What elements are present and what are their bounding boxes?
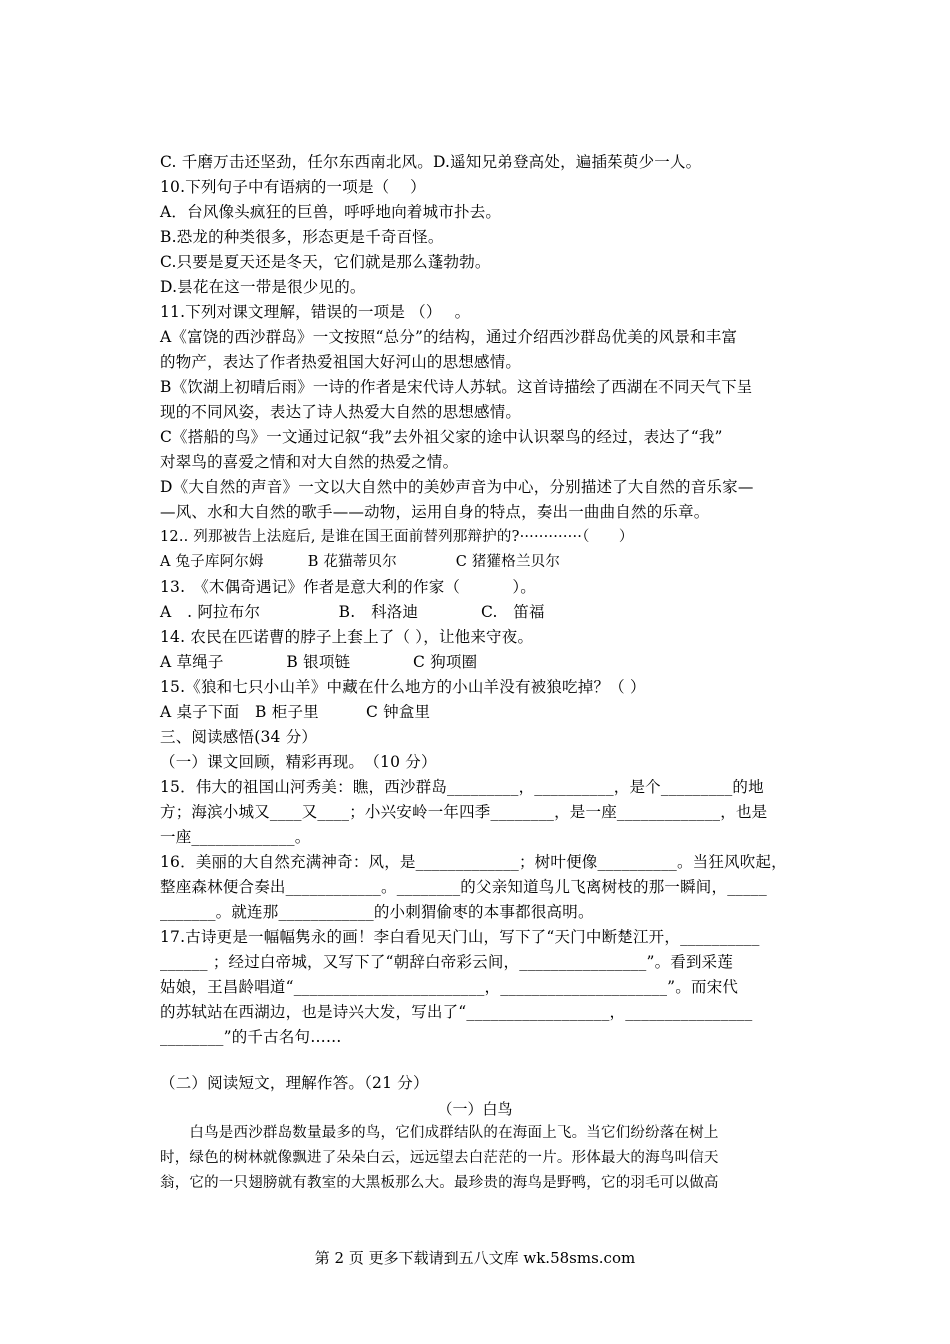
- passage-line: 翁，它的一只翅膀就有教室的大黑板那么大。最珍贵的海鸟是野鸭，它的羽毛可以做高: [160, 1175, 719, 1191]
- question-12: 12.. 列那被告上法庭后, 是谁在国王面前替列那辩护的?·············（ ）: [160, 529, 634, 545]
- option-line: A 兔子库阿尔姆 B 花猫蒂贝尔 C 猪獾格兰贝尔: [160, 554, 561, 570]
- question-11: 11.下列对课文理解，错误的一项是 （） 。: [160, 303, 471, 321]
- subsection-heading: （一）课文回顾，精彩再现。 （10 分）: [160, 753, 437, 771]
- option-line: C.只要是夏天还是冬天，它们就是那么蓬勃勃。: [160, 253, 491, 271]
- option-line: A 桌子下面 B 柜子里 C 钟盒里: [160, 703, 431, 721]
- fill-blank-line: 姑娘，王昌龄唱道“________________________，_____________________”。而宋代: [160, 978, 739, 996]
- question-10: 10.下列句子中有语病的一项是（ ）: [160, 178, 426, 196]
- text-line: D《大自然的声音》一文以大自然中的美妙声音为中心，分别描述了大自然的音乐家—: [160, 478, 754, 496]
- passage-line: 白鸟是西沙群岛数量最多的鸟，它们成群结队的在海面上飞。当它们纷纷落在树上: [160, 1125, 719, 1141]
- text-line: —风、水和大自然的歌手——动物，运用自身的特点，奏出一曲曲自然的乐章。: [160, 503, 710, 521]
- passage-title: （一）白鸟: [437, 1100, 513, 1118]
- question-15: 15.《狼和七只小山羊》中藏在什么地方的小山羊没有被狼吃掉？（ ）: [160, 678, 646, 696]
- fill-blank-line: 16．美丽的大自然充满神奇：风，是_____________；树叶便像__________。当狂风吹起，: [160, 853, 787, 871]
- text-line: B《饮湖上初晴后雨》一诗的作者是宋代诗人苏轼。这首诗描绘了西湖在不同天气下呈: [160, 378, 753, 396]
- question-13: 13. 《木偶奇遇记》作者是意大利的作家（ ）。: [160, 578, 536, 596]
- text-line: 对翠鸟的喜爱之情和对大自然的热爱之情。: [160, 453, 459, 471]
- passage-line: 时，绿色的树林就像飘进了朵朵白云，远远望去白茫茫的一片。形体最大的海鸟叫信天: [160, 1150, 719, 1166]
- fill-blank-line: _______。就连那____________的小刺猬偷枣的本事都很高明。: [160, 903, 594, 921]
- fill-blank-line: 17.古诗更是一幅幅隽永的画！李白看见天门山，写下了“天门中断楚江开，__________: [160, 928, 760, 946]
- fill-blank-line: 一座_____________。: [160, 828, 311, 846]
- fill-blank-line: 方；海滨小城又____又____；小兴安岭一年四季________，是一座_____________，也是: [160, 803, 768, 821]
- fill-blank-line: ______ ；经过白帝城，又写下了“朝辞白帝彩云间，________________”。看到采莲: [160, 953, 734, 971]
- text-line: C《搭船的鸟》一文通过记叙“我”去外祖父家的途中认识翠鸟的经过，表达了“我”: [160, 428, 723, 446]
- option-line: B.恐龙的种类很多，形态更是千奇百怪。: [160, 228, 444, 246]
- option-line: A．台风像头疯狂的巨兽，呼呼地向着城市扑去。: [160, 203, 502, 221]
- text-line: C. 千磨万击还坚劲，任尔东西南北风。D.遥知兄弟登高处，遍插茱萸少一人。: [160, 153, 702, 171]
- fill-blank-line: 的苏轼站在西湖边，也是诗兴大发，写出了“__________________，________________: [160, 1003, 753, 1021]
- section-heading: 三、阅读感悟(34 分）: [160, 728, 318, 746]
- question-14: 14. 农民在匹诺曹的脖子上套上了（ ），让他来守夜。: [160, 628, 534, 646]
- page-footer: 第 2 页 更多下载请到五八文库 wk.58sms.com: [314, 1249, 636, 1267]
- subsection-heading: （二）阅读短文，理解作答。（21 分）: [160, 1074, 429, 1092]
- fill-blank-line: 整座森林便合奏出____________。________的父亲知道鸟儿飞离树枝的那一瞬间，_____: [160, 878, 767, 896]
- option-line: A 草绳子 B 银项链 C 狗项圈: [160, 653, 478, 671]
- option-line: A . 阿拉布尔 B. 科洛迪 C. 笛福: [160, 603, 545, 621]
- fill-blank-line: 15．伟大的祖国山河秀美：瞧，西沙群岛_________，__________，是个_________的地: [160, 778, 764, 796]
- text-line: 现的不同风姿，表达了诗人热爱大自然的思想感情。: [160, 403, 522, 421]
- fill-blank-line: ________”的千古名句……: [160, 1028, 342, 1046]
- option-line: D.昙花在这一带是很少见的。: [160, 278, 366, 296]
- text-line: 的物产，表达了作者热爱祖国大好河山的思想感情。: [160, 353, 522, 371]
- text-line: A《富饶的西沙群岛》一文按照“总分”的结构，通过介绍西沙群岛优美的风景和丰富: [160, 328, 738, 346]
